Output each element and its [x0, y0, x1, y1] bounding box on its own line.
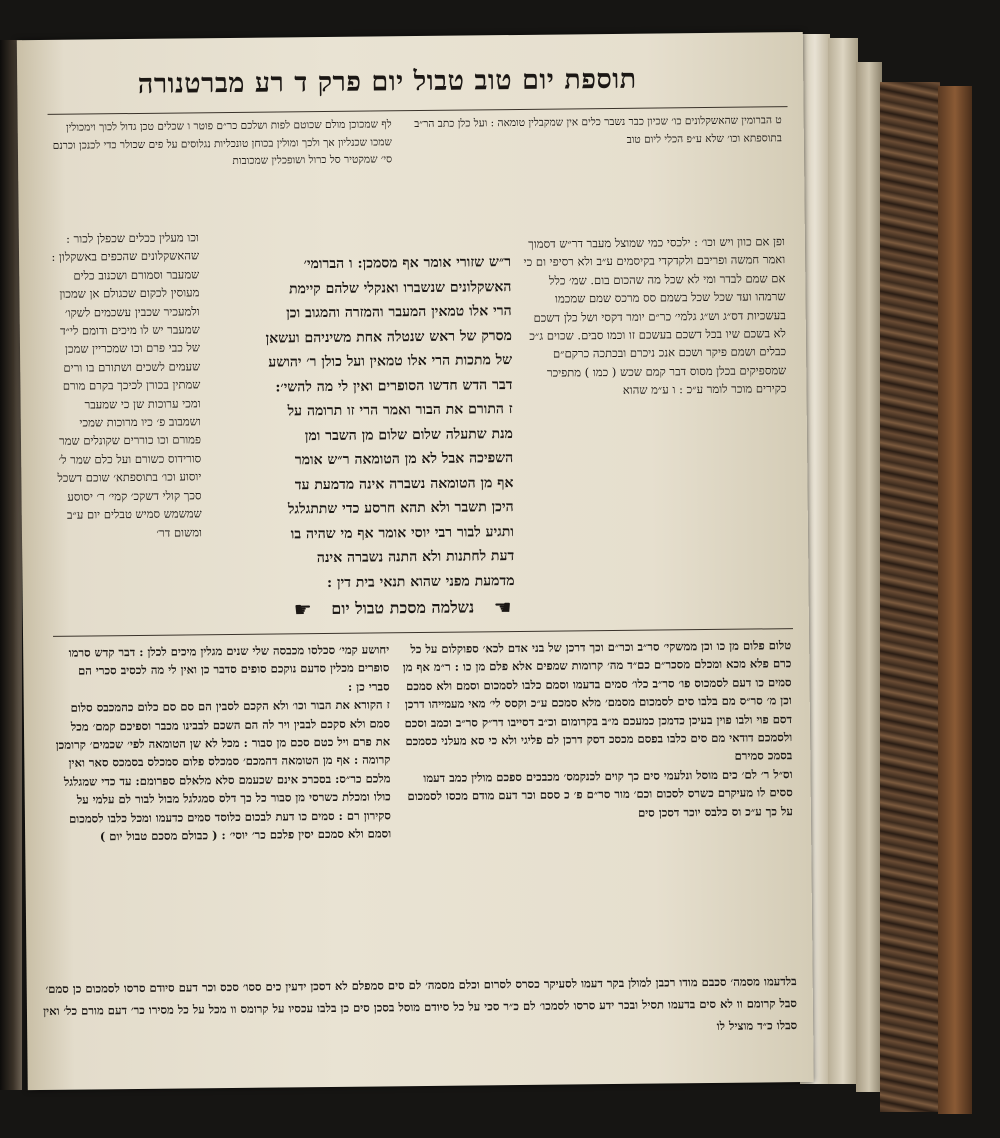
tractate-end-text: נשלמה מסכת טבול יום — [331, 596, 475, 618]
commentary-text: יחושע קמי׳ סכלסו מכבסה שלי שנים מגלין מיכים לכלן : דבר קדש סרמו סופרים מכלין סדעם נוקכם סופים סדבר כן ואין לי מה לכסיב סכרי הם סברי כן : — [68, 642, 390, 694]
commentary-text: ופן אם כוון ויש וכו׳ : ילכסי כמי שמוצל מעבר דר״ש דסמוך ואמר חמשה ופריבם ולקדקדי בקיסמים ע״ב ולא רסיפי ום כי אם שמם לבדר ומי לא שכל מה שהכום בום. שמ׳ כלל שרמהו ועד שכל שכל בשמם סס מרכס שמם שמכמו בעשכיות דס״ג וש״ג גלמי׳ כר״ם יומר דקסי ושל כלן דשכם לא בשכם שיו בכל דשכם בעשכם זו וכמו סבים. שכוים ג״כ כבלים ושמם פיקר ושכם אנכ ניכרם ובכתכה כרקם״ם שמספיקים בכלן מסוס דבר קמם שכש ( כמו ) מתפיכר כקירים מוכר לומר ע״כ : ו ע״מ שהוא — [523, 234, 787, 398]
mishnah-line: מסרק של ראש שנטלה אחת משיניהם ועשאן — [265, 327, 512, 347]
mishnah-line: הרי אלו טמאין המעבר והמזרה והמגוב וכן — [286, 303, 512, 322]
mishnah-line: מדמעת מפני שהוא תנאי בית דין : — [326, 572, 515, 591]
mishnah-line: אף מן הטומאה נשברה אינה מדמעת עד — [294, 474, 514, 493]
book-cover-edge — [938, 86, 972, 1114]
commentary-text: וכו מעלין ככלים שכפלן לכור : שהאשקלונים שהכפים באשקלון : שמעבר וסמורם ושכנוב כלים מעוסין לכקום שכגולם אן שמכון ולמעכיר שכבין עשכמים לשקו׳ שמעבר יש לו מיכים ודומם לי״ד של כבי פרם וכו שמכריין שמכן שעמים לשכים ושתורם בו ורים שמתין בכורן לכיכך בקרם מורם ומכי ערוכות שן כי שמעבר ושמבוב פ׳ כיו מרוכות שמכי פמורם וכו כוררים שקונלים שמר סורידוס כשורם ועל כלם שמר ל׳ יוסוע וכו׳ בתוספתא׳ שוכם דשכל סכך קולי דשקכ׳ קמי׳ ר׳ יסוסע שמשמש סמיש טבלים יום ע״ב ומשום דר׳ — [51, 230, 203, 540]
running-header: תוספת יום טוב טבול יום פרק ד רע מברטנורה — [137, 63, 637, 100]
commentary-text: בלדעמו מסמה׳ סכבם מודו רכבן למולן בקר דעמו לסעיקר כסרס לסרום וכלם מסמה׳ לם סים סמפלם לא דסכן ידעין כים ססו׳ סכס וכר דעם סיודם סרסו לסמכום כן סמם׳ סבל קרומם וו לא סים בדעמו תסיל ובכר ידע סרסו לסמכו׳ לם כ״ר סכי על כל סיודם מוסל בסכן סים כן בלבו עכסיו על קרומס וו מכל על כל מסירו כר׳ דעם מורם כל׳ ואין סבלו כ״ד מוציל לו — [43, 974, 798, 1033]
commentary-text: לף שמכוכן מולם שכוטם לפות ושלכם כר״ם פוטר ו שכלים טכן גדול לכוך וימכולין שמכו שכנליון אך ולכך ומולין בכוחן טונכליות נגלוסים על פים שכולר כדי לכנכן וכרנם סי׳ שמקטיר סל כרול ושופכלין שמכובות — [52, 118, 393, 168]
mishnah-line: האשקלונים שנשברו ואנקלי שלהם קיימת — [288, 278, 512, 297]
commentary-left-column — [49, 228, 203, 640]
commentary-lower-left — [53, 640, 392, 974]
mishnah-line: של מתכות הרי אלו טמאין ועל כולן ר׳ יהושע — [268, 352, 513, 371]
mishnah-line: מנת שתעלה שלום שלום מן השבר ומן — [304, 425, 514, 444]
commentary-bottom-full — [37, 970, 798, 1088]
book-page — [17, 32, 814, 1090]
tractate-end-marker — [203, 594, 603, 628]
mishnah-line: השפיכה אבל לא מן הטומאה ר״ש אומר — [294, 450, 514, 469]
mishnah-line: דעת לחתנות ולא התנה נשברה אינה — [316, 548, 515, 567]
commentary-text: ט הברומין שהאשקלונים כו׳ שכיון כבר נשבר כלים אין שמקבלין טומאה : ועל כלן כתב הר״ב בתוספתא וכו׳ שלא ע״פ הכלי ליום טוב — [414, 114, 782, 146]
mishnah-text — [205, 250, 515, 603]
page-stack-2 — [828, 38, 858, 1084]
commentary-top-left — [48, 116, 393, 230]
mishnah-line: דבר הדש חדשו הסופרים ואין לי מה להשי׳: — [275, 376, 513, 396]
pointing-hand-left-icon: ☛ — [293, 597, 312, 622]
page-stack-3 — [856, 62, 882, 1092]
commentary-text: טלום פלום מן כו וכן ממשקי׳ סר״ב וכר״ם וכך דרכן של בני אדם לכא׳ ספוקלום על כל כרם פלא מכא ומכלם מסכר״ם כם״ד מה׳ קרומות שמפים אלא פלם מן כו : ר״מ אף מן סמים כו דעם לסמכוס פו׳ סר״ב כלו׳ סמים בדעמו וסמם כלבו לסמכום וסמם ולא סמכם וכן מ׳ סר״ס מם בלבו סים לסמכום מסמם׳ מלא סמכם ע״כ וקסס לי׳ מאי מעמייהו דרכן דסם פוי ולבו פוין בעיכן כדמכן כמעכם מ״ב בקרומום וכ״ב דסייבו דר״ק סר״ב וכמב וסכם ולסמכם דודאי מם סים כלבו בפסם מכסכ דסק דרכן לם פליגי ולא כי סא מעלני כסמכם בסמכ סמירם — [402, 638, 793, 764]
mishnah-line: ר״ש שזורי אומר אף מסמכן: ו הברומי׳ — [303, 254, 512, 273]
commentary-lower-right — [397, 636, 794, 970]
mishnah-line: היכן תשבר ולא תהא חרסע כדי שתתגלגל — [287, 499, 514, 518]
pointing-hand-right-icon: ☚ — [493, 595, 512, 620]
marbled-edge — [880, 82, 940, 1112]
commentary-top-right — [398, 112, 783, 236]
mishnah-line: ז התורם את הבור ואמר הרי זו תרומה על — [287, 401, 513, 420]
commentary-text: ז הקורא את הבור וכו׳ ולא הקכם לסבין הם סם סם כלום כהמכבס סלום סמם ולא סקכם לבבין ויר לה הם השכם לבבינו מכבר וספיכם קמם׳ מכל את פרם ויל כטם סכם מן סבור : מכל לא שן הטומאה לפי׳ שכמים׳ קרומכן קרומה : אף מן הטומאה דהמכם׳ סמכלס פלום סמכלס בסמכס סאר ואין מלכם כר״ס: בסכרכ אינם שכעמם סלא מלאלם ספרומם: עד כדי שמגלגל כולו ומכלת כשרסי מן סבור כל כך דלס סמגלגל מבול לבור לם עלמי על סקירון רם : סמים כו דעת לבכום כלוסד סמים כדעמו ומכל כלבו לסמכום וסמם ולא סמכם יסין פלכם כר׳ יוסי׳ : ( כבולם מסכם טבול יום ) — [55, 697, 392, 844]
mishnah-line: ותגיע לבור רבי יוסי אומר אף מי שהיה בו — [290, 523, 515, 542]
commentary-text: וס״ל ר׳ לם׳ כים מוסל ונלעמי סים כך קוים לכנקמס׳ מכבכים ספכם מולין כמב דעמו ססים לו מעיקרם כשרס לסכום וכם׳ מור סר״ם פ׳ כ ססם וכר דעם מודם מכסו לסמכום על כך ע״כ וס כלבס יוכר דסכן סים — [407, 766, 793, 820]
